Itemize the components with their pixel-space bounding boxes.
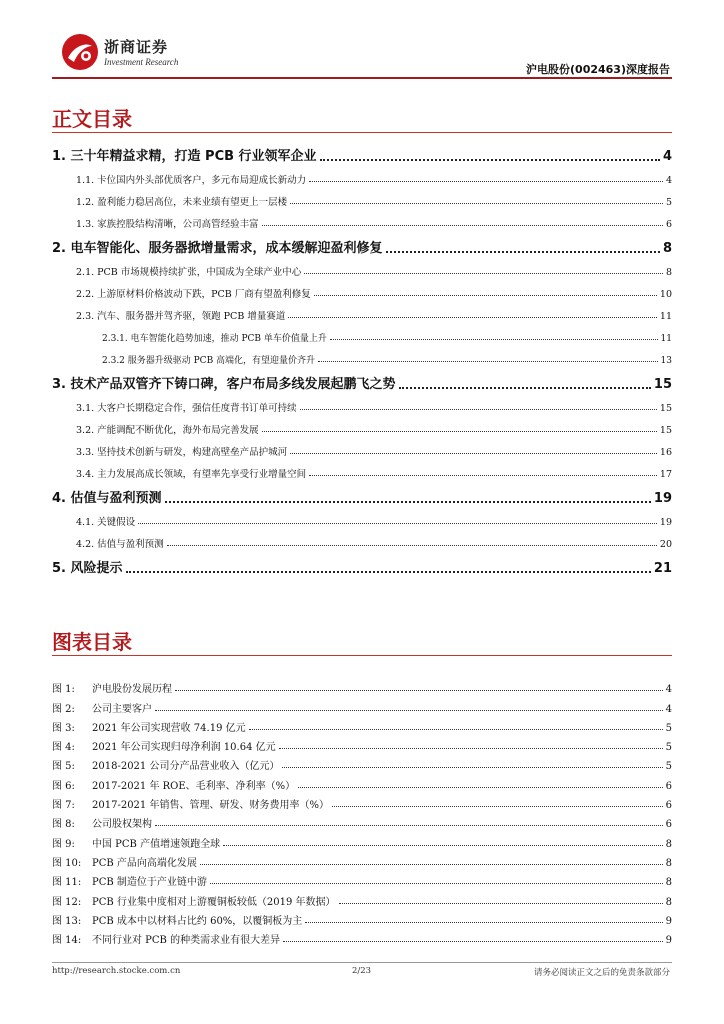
dot-leader	[262, 431, 657, 432]
figure-entry[interactable]	[52, 753, 672, 772]
table-of-contents	[52, 138, 672, 576]
toc-entry[interactable]	[52, 322, 672, 344]
toc-entry-page: 13	[660, 356, 672, 366]
toc-entry-label: 4. 估值与盈利预测	[52, 491, 162, 506]
zheshang-logo-icon	[60, 32, 100, 72]
figure-entry-page: 5	[665, 742, 672, 754]
toc-entry[interactable]	[52, 230, 672, 256]
figure-entry-number: 图 3:	[52, 722, 75, 734]
toc-entry[interactable]	[52, 164, 672, 186]
toc-entry[interactable]	[52, 186, 672, 208]
figure-entry-label: 沪电股份发展历程	[92, 684, 172, 696]
figure-entry-label: 2021 年公司实现归母净利润 10.64 亿元	[92, 742, 276, 754]
figure-entry-label: PCB 产品向高端化发展	[92, 857, 197, 869]
figure-entry[interactable]	[52, 888, 672, 907]
dot-leader	[200, 864, 663, 865]
dot-leader	[318, 361, 658, 362]
figure-entry-number: 图 10:	[52, 857, 82, 869]
dot-leader	[138, 523, 657, 524]
figure-entry-number: 图 12:	[52, 896, 82, 908]
dot-leader	[282, 767, 662, 768]
figure-entry-page: 5	[665, 722, 672, 734]
dot-leader	[309, 475, 657, 476]
dot-leader	[223, 845, 663, 846]
toc-entry-page: 11	[660, 334, 672, 344]
dot-leader	[167, 545, 657, 546]
figure-entry[interactable]	[52, 830, 672, 849]
dot-leader	[262, 225, 663, 226]
toc-entry-label: 1.3. 家族控股结构清晰，公司高管经验丰富	[76, 219, 259, 230]
toc-entry-page: 8	[665, 267, 672, 278]
figure-entry-label: 中国 PCB 产值增速领跑全球	[92, 838, 221, 850]
toc-entry-label: 2.3.1. 电车智能化趋势加速，推动 PCB 单车价值量上升	[102, 334, 327, 344]
report-title: 沪电股份(002463)深度报告	[526, 63, 670, 76]
header-divider	[52, 77, 672, 79]
dot-leader	[320, 159, 660, 161]
toc-entry-page: 16	[659, 447, 672, 458]
toc-entry-label: 2.2. 上游原材料价格波动下跌，PCB 厂商有望盈利修复	[76, 289, 311, 300]
figure-entry-number: 图 8:	[52, 819, 75, 831]
toc-entry-page: 4	[665, 175, 672, 186]
toc-entry[interactable]	[52, 300, 672, 322]
figure-entry-label: 公司股权架构	[92, 819, 152, 831]
toc-entry[interactable]	[52, 344, 672, 366]
figure-entry[interactable]	[52, 811, 672, 830]
toc-entry-page: 4	[662, 149, 672, 164]
figure-entry-page: 5	[665, 761, 672, 773]
toc-entry-page: 6	[665, 219, 672, 230]
figure-entry-number: 图 5:	[52, 761, 75, 773]
toc-entry-page: 15	[659, 403, 672, 414]
dot-leader	[288, 317, 657, 318]
figure-entry-number: 图 11:	[52, 877, 82, 889]
figure-entry[interactable]	[52, 734, 672, 753]
company-logo	[60, 30, 220, 76]
figure-entry-label: 2017-2021 年 ROE、毛利率、净利率（%）	[92, 780, 296, 792]
figure-entry-page: 9	[665, 915, 672, 927]
dot-leader	[386, 251, 660, 253]
dot-leader	[305, 922, 662, 923]
toc-entry[interactable]	[52, 392, 672, 414]
figure-entry-label: PCB 成本中以材料占比约 60%，以覆铜板为主	[92, 915, 303, 927]
figure-entry-number: 图 2:	[52, 703, 75, 715]
toc-entry-page: 10	[659, 289, 672, 300]
toc-entry-label: 2. 电车智能化、服务器掀增量需求，成本缓解迎盈利修复	[52, 241, 383, 256]
dot-leader	[126, 571, 651, 573]
toc-entry[interactable]	[52, 208, 672, 230]
figure-entry-number: 图 13:	[52, 915, 82, 927]
figure-entry-page: 9	[665, 935, 672, 947]
dot-leader	[399, 387, 651, 389]
figure-entry-number: 图 7:	[52, 800, 75, 812]
figure-entry-label: 2021 年公司实现营收 74.19 亿元	[92, 722, 246, 734]
dot-leader	[279, 748, 663, 749]
figure-entry-number: 图 4:	[52, 742, 75, 754]
toc-entry-label: 4.2. 估值与盈利预测	[76, 539, 164, 550]
figure-entry-number: 图 14:	[52, 935, 82, 947]
figure-entry-label: 公司主要客户	[92, 703, 152, 715]
figure-entry-page: 8	[665, 838, 672, 850]
toc-entry[interactable]	[52, 528, 672, 550]
toc-entry-page: 11	[659, 311, 672, 322]
toc-entry[interactable]	[52, 506, 672, 528]
dot-leader	[290, 453, 657, 454]
dot-leader	[165, 501, 651, 503]
dot-leader	[290, 203, 663, 204]
footer-disclaimer: 请务必阅读正文之后的免责条款部分	[533, 968, 670, 978]
toc-entry-label: 1. 三十年精益求精，打造 PCB 行业领军企业	[52, 149, 317, 164]
figure-list-heading-divider	[52, 655, 672, 656]
toc-entry-label: 3.3. 坚持技术创新与研发，构建高壁垒产品护城河	[76, 447, 288, 458]
toc-heading-divider	[52, 132, 672, 133]
dot-leader	[298, 787, 662, 788]
toc-entry[interactable]	[52, 480, 672, 506]
figure-entry[interactable]	[52, 850, 672, 869]
figure-entry[interactable]	[52, 676, 672, 695]
figure-entry-label: PCB 行业集中度相对上游覆铜板较低（2019 年数据）	[92, 896, 336, 908]
dot-leader	[155, 825, 663, 826]
toc-entry-page: 19	[653, 491, 672, 506]
figure-entry[interactable]	[52, 772, 672, 791]
toc-entry-label: 2.3. 汽车、服务器并驾齐驱，领跑 PCB 增量赛道	[76, 311, 286, 322]
figure-entry-page: 8	[665, 877, 672, 889]
toc-entry[interactable]	[52, 278, 672, 300]
figure-entry-page: 8	[665, 896, 672, 908]
toc-entry-page: 20	[659, 539, 672, 550]
toc-entry-page: 21	[653, 561, 672, 576]
footer-page-number: 2/23	[352, 966, 372, 976]
dot-leader	[304, 273, 663, 274]
toc-entry[interactable]	[52, 458, 672, 480]
figure-entry-number: 图 9:	[52, 838, 75, 850]
toc-entry-page: 19	[659, 517, 672, 528]
footer-url[interactable]: http://research.stocke.com.cn	[52, 966, 181, 976]
figure-entry-page: 4	[665, 684, 672, 696]
toc-entry-page: 15	[653, 377, 672, 392]
toc-entry-label: 4.1. 关键假设	[76, 517, 136, 528]
figure-entry-number: 图 1:	[52, 684, 75, 696]
figure-entry[interactable]	[52, 715, 672, 734]
logo-english-name: Investment Research	[104, 57, 179, 67]
figure-entry-page: 4	[665, 703, 672, 715]
toc-entry-label: 5. 风险提示	[52, 561, 123, 576]
footer-divider	[52, 962, 672, 963]
figure-entry[interactable]	[52, 908, 672, 927]
figure-entry-label: 2017-2021 年销售、管理、研发、财务费用率（%）	[92, 800, 329, 812]
toc-entry-page: 15	[659, 425, 672, 436]
toc-entry-label: 2.3.2 服务器升级驱动 PCB 高端化，有望迎量价齐升	[102, 356, 316, 366]
dot-leader	[332, 806, 663, 807]
figure-entry-page: 8	[665, 857, 672, 869]
dot-leader	[314, 295, 657, 296]
toc-entry-label: 3.1. 大客户长期稳定合作，强信任度背书订单可持续	[76, 403, 297, 414]
dot-leader	[283, 941, 663, 942]
toc-entry-page: 17	[659, 469, 672, 480]
dot-leader	[175, 690, 663, 691]
toc-entry[interactable]	[52, 256, 672, 278]
figure-entry-page: 6	[665, 780, 672, 792]
toc-entry[interactable]	[52, 414, 672, 436]
figure-entry[interactable]	[52, 869, 672, 888]
figure-entry-label: 不同行业对 PCB 的种类需求业有很大差异	[92, 935, 281, 947]
figure-entry[interactable]	[52, 927, 672, 946]
toc-entry[interactable]	[52, 550, 672, 576]
figure-entry[interactable]	[52, 695, 672, 714]
figure-entry-label: PCB 制造位于产业链中游	[92, 877, 207, 889]
toc-entry[interactable]	[52, 366, 672, 392]
toc-entry-page: 5	[665, 197, 672, 208]
figure-entry-label: 2018-2021 公司分产品营业收入（亿元）	[92, 761, 280, 773]
figure-entry[interactable]	[52, 792, 672, 811]
dot-leader	[249, 729, 663, 730]
figure-entry-page: 6	[665, 800, 672, 812]
toc-entry[interactable]	[52, 436, 672, 458]
toc-entry-label: 3.4. 主力发展高成长领域，有望率先享受行业增量空间	[76, 469, 307, 480]
toc-entry-label: 3.2. 产能调配不断优化，海外布局完善发展	[76, 425, 259, 436]
toc-entry-page: 8	[662, 241, 672, 256]
dot-leader	[330, 339, 658, 340]
figure-entry-number: 图 6:	[52, 780, 75, 792]
toc-entry-label: 1.2. 盈利能力稳居高位，未来业绩有望更上一层楼	[76, 197, 288, 208]
toc-entry[interactable]	[52, 138, 672, 164]
dot-leader	[339, 903, 663, 904]
dot-leader	[300, 409, 657, 410]
dot-leader	[210, 883, 663, 884]
dot-leader	[155, 710, 663, 711]
figure-list	[52, 676, 672, 946]
toc-heading: 正文目录	[52, 107, 132, 131]
figure-entry-page: 6	[665, 819, 672, 831]
logo-chinese-name: 浙商证券	[104, 38, 169, 56]
toc-entry-label: 1.1. 卡位国内外头部优质客户，多元布局迎成长新动力	[76, 175, 307, 186]
toc-entry-label: 3. 技术产品双管齐下铸口碑，客户布局多线发展起鹏飞之势	[52, 377, 396, 392]
figure-list-heading: 图表目录	[52, 630, 132, 654]
dot-leader	[309, 181, 663, 182]
toc-entry-label: 2.1. PCB 市场规模持续扩张，中国成为全球产业中心	[76, 267, 302, 278]
